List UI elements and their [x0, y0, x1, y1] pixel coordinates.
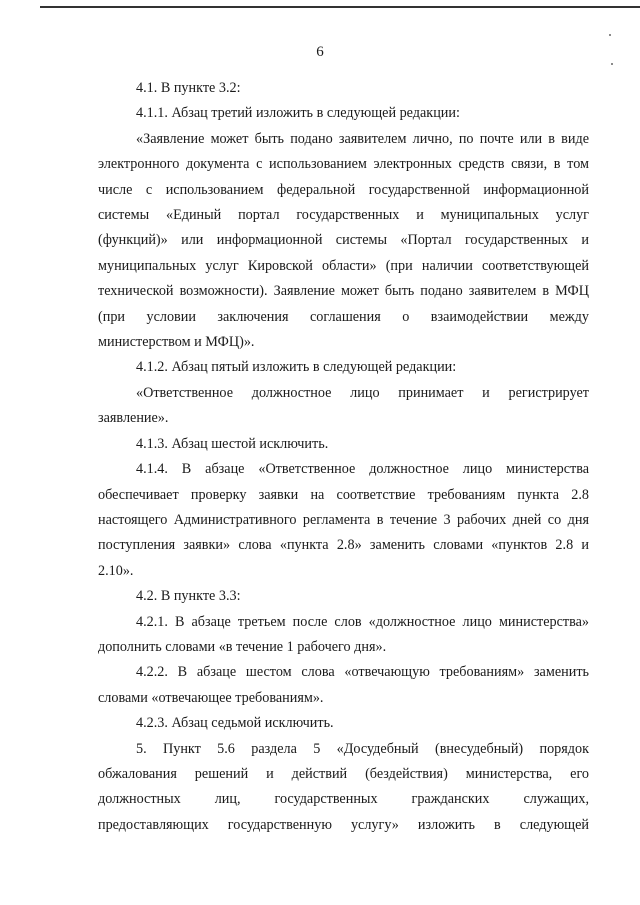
scan-speck — [611, 63, 613, 65]
document-body — [98, 76, 589, 838]
text-line: обжалования решений и действий (бездействия) министерства, его — [98, 765, 589, 782]
top-rule — [40, 6, 640, 8]
text-line: 4.2. В пункте 3.3: — [136, 588, 241, 605]
text-line: (при условии заключения соглашения о взаимодействии между — [98, 308, 589, 325]
text-line: министерством и МФЦ)». — [98, 334, 255, 351]
text-line: 4.2.2. В абзаце шестом слова «отвечающую требованиям» заменить — [136, 664, 589, 681]
text-line: технической возможности). Заявление может быть подано заявителем в МФЦ — [98, 283, 589, 300]
text-line: предоставляющих государственную услугу» изложить в следующей — [98, 816, 589, 833]
text-line: 4.2.1. В абзаце третьем после слов «должностное лицо министерства» — [136, 613, 589, 630]
text-line: 4.1.4. В абзаце «Ответственное должностное лицо министерства — [136, 461, 589, 478]
text-line: 2.10». — [98, 562, 134, 579]
text-line: поступления заявки» слова «пункта 2.8» заменить словами «пунктов 2.8 и — [98, 537, 589, 554]
text-line: 4.1.2. Абзац пятый изложить в следующей редакции: — [136, 359, 457, 376]
text-line: системы «Единый портал государственных и муниципальных услуг — [98, 207, 589, 224]
text-line: числе с использованием федеральной государственной информационной — [98, 181, 589, 198]
text-line: словами «отвечающее требованиям». — [98, 689, 324, 706]
text-line: (функций)» или информационной системы «Портал государственных и — [98, 232, 589, 249]
text-line: «Заявление может быть подано заявителем лично, по почте или в виде — [136, 130, 589, 147]
text-line: электронного документа с использованием электронных средств связи, в том — [98, 156, 589, 173]
scan-speck — [609, 34, 611, 36]
text-line: заявление». — [98, 410, 169, 427]
text-line: 4.2.3. Абзац седьмой исключить. — [136, 715, 334, 732]
text-line: обеспечивает проверку заявки на соответствие требованиям пункта 2.8 — [98, 486, 589, 503]
page-number: 6 — [316, 44, 324, 60]
text-line: муниципальных услуг Кировской области» (при наличии соответствующей — [98, 257, 589, 274]
text-line: 4.1.3. Абзац шестой исключить. — [136, 435, 329, 452]
text-line: «Ответственное должностное лицо принимает и регистрирует — [136, 384, 589, 401]
text-line: 4.1.1. Абзац третий изложить в следующей редакции: — [136, 105, 460, 122]
text-line: настоящего Административного регламента в течение 3 рабочих дней со дня — [98, 511, 589, 528]
text-line: 5. Пункт 5.6 раздела 5 «Досудебный (внесудебный) порядок — [136, 740, 589, 757]
text-line: дополнить словами «в течение 1 рабочего дня». — [98, 638, 387, 655]
text-line: 4.1. В пункте 3.2: — [136, 80, 241, 96]
text-line: должностных лиц, государственных гражданских служащих, — [98, 791, 589, 808]
